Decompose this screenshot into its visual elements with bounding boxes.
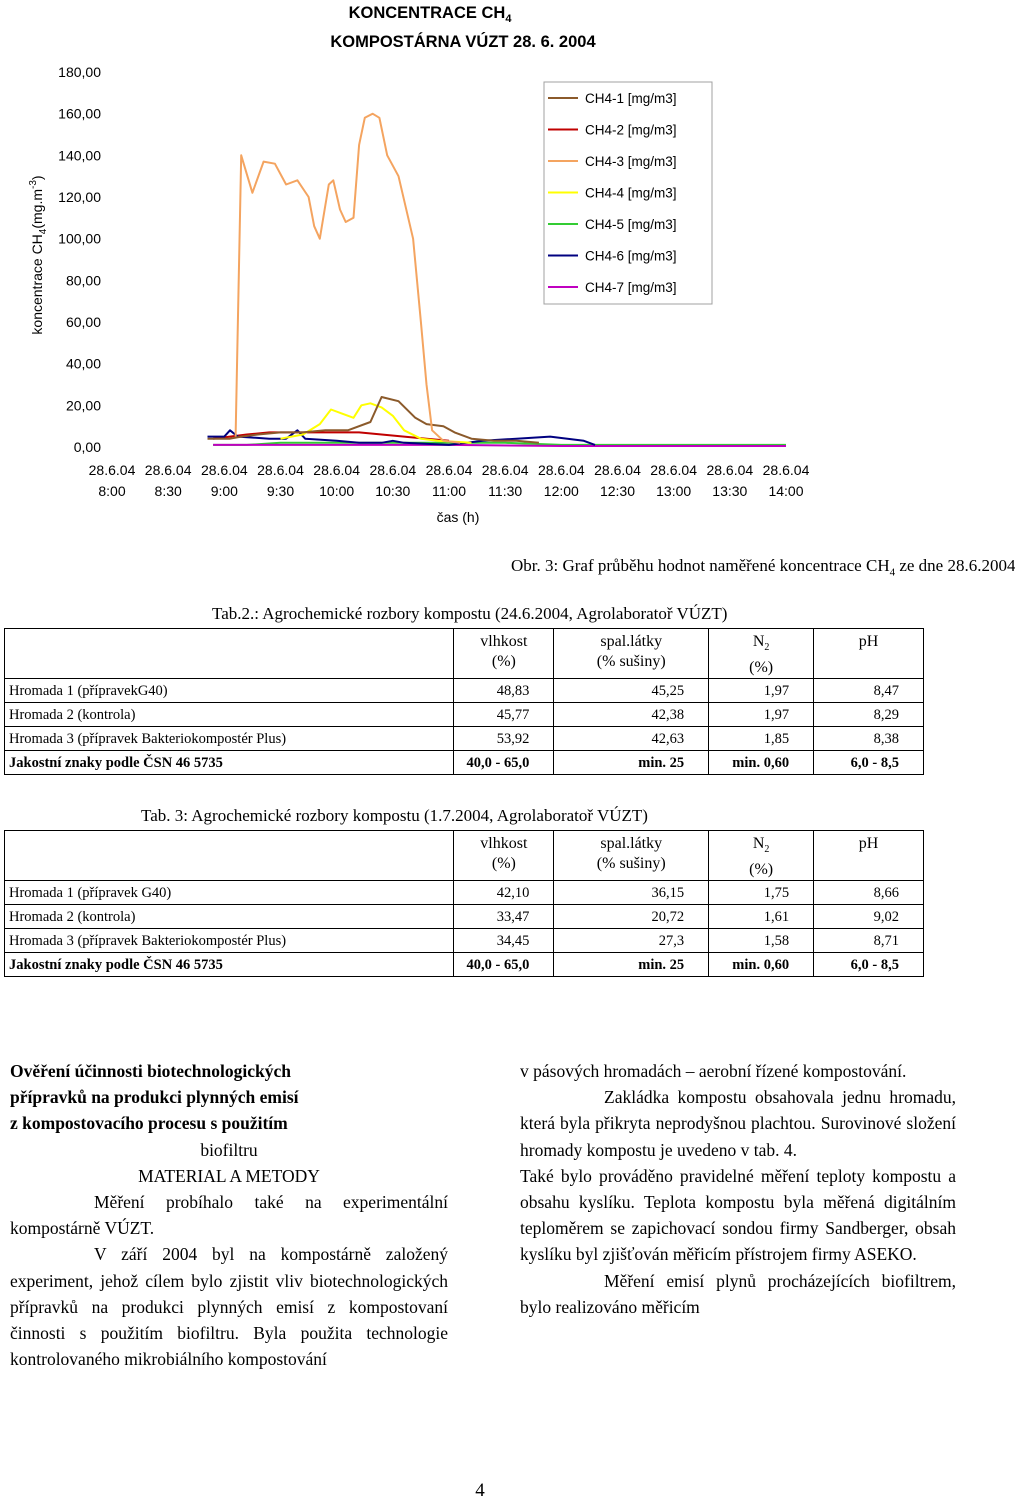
x-tick-time: 8:00 (98, 483, 126, 499)
legend-label: CH4-3 [mg/m3] (585, 154, 677, 169)
legend-label: CH4-6 [mg/m3] (585, 248, 677, 264)
cell-n2: min. 0,60 (709, 953, 814, 977)
cell-vlhkost: 48,83 (454, 679, 554, 703)
row-label: Hromada 3 (přípravek Bakteriokompostér Plus) (5, 727, 454, 751)
y-tick-label: 120,00 (58, 189, 101, 205)
x-tick-time: 10:00 (319, 483, 355, 499)
row-label: Hromada 2 (kontrola) (5, 703, 454, 727)
y-tick-label: 100,00 (58, 230, 101, 247)
x-tick-time: 9:00 (210, 483, 238, 499)
cell-n2: 1,97 (709, 679, 814, 703)
cell-spal: min. 25 (554, 751, 709, 775)
chart-x-axis-label: čas (h) (436, 509, 480, 525)
left-paragraph-1: Měření probíhalo také na experimentální kompostárně VÚZT. (10, 1192, 448, 1239)
cell-ph: 9,02 (814, 905, 924, 929)
y-axis-ticks (58, 64, 101, 455)
x-tick-date: 28.6.04 (706, 462, 754, 478)
table-row (5, 905, 924, 929)
table2-header-ph: pH (814, 629, 924, 679)
row-label: Jakostní znaky podle ČSN 46 5735 (5, 751, 454, 775)
cell-ph: 6,0 - 8,5 (814, 953, 924, 977)
cell-ph: 8,66 (814, 881, 924, 905)
legend-label: CH4-7 [mg/m3] (585, 280, 677, 295)
x-tick-date: 28.6.04 (313, 462, 361, 478)
x-tick-time: 8:30 (154, 483, 182, 499)
section-heading-line4: biofiltru (200, 1139, 258, 1160)
y-tick-label: 140,00 (58, 147, 101, 164)
legend-label: CH4-1 [mg/m3] (585, 91, 677, 106)
cell-vlhkost: 34,45 (454, 929, 554, 953)
cell-vlhkost: 40,0 - 65,0 (454, 953, 554, 977)
right-paragraph-2: Zakládka kompostu obsahovala jednu hromadu, která byla přikryta neprodyšnou plachtou. Surovinové složení hromady kompostu je uvedeno v tab. 4. (520, 1087, 956, 1160)
cell-vlhkost: 53,92 (454, 727, 554, 751)
table3-header-label (5, 831, 454, 881)
table3-caption: Tab. 3: Agrochemické rozbory kompostu (1.7.2004, Agrolaboratoř VÚZT) (141, 806, 648, 825)
cell-ph: 6,0 - 8,5 (814, 751, 924, 775)
right-paragraph-1: v pásových hromadách – aerobní řízené kompostování. (520, 1061, 907, 1081)
table2-header-n2: $N_2$ (%) (709, 629, 814, 679)
legend-label: CH4-5 [mg/m3] (585, 217, 677, 232)
row-label: Hromada 2 (kontrola) (5, 905, 454, 929)
table2-caption: Tab.2.: Agrochemické rozbory kompostu (24.6.2004, Agrolaboratoř VÚZT) (212, 604, 728, 623)
table3-header-vlhkost: vlhkost (%) (454, 831, 554, 881)
x-tick-date: 28.6.04 (594, 462, 641, 478)
section-heading-line2: přípravků na produkci plynných emisí (10, 1087, 299, 1108)
methods-heading: MATERIAL A METODY (138, 1165, 320, 1186)
table-row (5, 703, 924, 727)
cell-ph: 8,38 (814, 727, 924, 751)
right-column (520, 1058, 956, 1320)
cell-spal: 42,63 (554, 727, 709, 751)
chart-legend (544, 82, 712, 304)
series-line-7 (213, 445, 786, 446)
figure-caption: Obr. 3: Graf průběhu hodnot naměřené koncentrace $CH_4$ ze dne 28.6.2004 (511, 556, 1015, 579)
right-paragraph-3: Také bylo prováděno pravidelné měření teploty kompostu a obsahu kyslíku. Teplota kompostu byla měřená digitálním teploměrem se zapichovací sondou firmy Sandberger, obsah kyslíku byl zjišťován měřicím přístrojem firmy ASEKO. (520, 1165, 956, 1265)
section-heading-line1: Ověření účinnosti biotechnologických (10, 1061, 291, 1081)
x-tick-time: 13:30 (712, 483, 748, 499)
row-label: Hromada 1 (přípravekG40) (5, 679, 454, 703)
table2-header-spal: spal.látky (% sušiny) (554, 629, 709, 679)
page-number: 4 (475, 1480, 485, 1501)
y-tick-label: 180,00 (58, 64, 101, 80)
cell-vlhkost: 40,0 - 65,0 (454, 751, 554, 775)
table2-header-label (5, 629, 454, 679)
cell-n2: 1,58 (709, 929, 814, 953)
table3-header (5, 831, 924, 881)
table3-header-n2: $N_2$ (%) (709, 831, 814, 881)
x-tick-date: 28.6.04 (369, 462, 417, 478)
cell-vlhkost: 45,77 (454, 703, 554, 727)
table3 (4, 830, 924, 977)
row-label: Hromada 3 (přípravek Bakteriokompostér Plus) (5, 929, 454, 953)
chart-title-line1: KONCENTRACE $CH_4$ (348, 4, 512, 25)
x-tick-date: 28.6.04 (762, 462, 810, 478)
cell-ph: 8,29 (814, 703, 924, 727)
table2-header-vlhkost: vlhkost (%) (454, 629, 554, 679)
ch4-concentration-chart (0, 0, 960, 530)
cell-n2: 1,61 (709, 905, 814, 929)
x-tick-date: 28.6.04 (88, 462, 136, 478)
y-tick-label: 20,00 (65, 397, 101, 414)
table3-header-spal: spal.látky (% sušiny) (554, 831, 709, 881)
x-tick-time: 13:00 (656, 483, 692, 499)
x-tick-time: 12:00 (543, 483, 579, 499)
table-row (5, 881, 924, 905)
table-row (5, 727, 924, 751)
cell-spal: 20,72 (554, 905, 709, 929)
left-paragraph-2: V září 2004 byl na kompostárně založený experiment, jehož cílem bylo zjistit vliv biotechnologických přípravků na produkci plynných emisí z kompostovaní činnosti s použitím biofiltru. Byla použita technologie kontrolovaného mikrobiálního kompostování (10, 1244, 448, 1370)
cell-spal: 45,25 (554, 679, 709, 703)
x-tick-time: 11:00 (432, 483, 466, 499)
row-label: Hromada 1 (přípravek G40) (5, 881, 454, 905)
x-tick-date: 28.6.04 (481, 462, 529, 478)
cell-n2: 1,97 (709, 703, 814, 727)
y-tick-label: 0,00 (73, 439, 101, 455)
left-column (10, 1058, 448, 1372)
x-tick-time: 9:30 (266, 483, 295, 499)
x-tick-time: 10:30 (375, 483, 411, 499)
x-tick-time: 12:30 (599, 483, 636, 499)
x-tick-date: 28.6.04 (650, 462, 698, 478)
legend-label: CH4-2 [mg/m3] (585, 122, 677, 138)
y-tick-label: 60,00 (65, 314, 101, 330)
table-row (5, 929, 924, 953)
chart-title-line2: KOMPOSTÁRNA VÚZT 28. 6. 2004 (330, 33, 596, 51)
x-tick-date: 28.6.04 (200, 462, 248, 478)
cell-spal: 36,15 (554, 881, 709, 905)
table2 (4, 628, 924, 775)
x-tick-date: 28.6.04 (257, 462, 304, 478)
cell-vlhkost: 42,10 (454, 881, 554, 905)
row-label: Jakostní znaky podle ČSN 46 5735 (5, 953, 454, 977)
x-axis-ticks (89, 462, 810, 499)
cell-spal: 27,3 (554, 929, 709, 953)
quality-row (5, 953, 924, 977)
x-tick-time: 14:00 (768, 483, 804, 499)
x-tick-date: 28.6.04 (537, 462, 585, 478)
table3-header-ph: pH (814, 831, 924, 881)
y-tick-label: 160,00 (58, 105, 101, 122)
table2-header (5, 629, 924, 679)
table-row (5, 679, 924, 703)
cell-n2: min. 0,60 (709, 751, 814, 775)
right-paragraph-4: Měření emisí plynů procházejících biofiltrem, bylo realizováno měřicím (520, 1270, 956, 1317)
cell-ph: 8,71 (814, 929, 924, 953)
cell-spal: 42,38 (554, 703, 709, 727)
chart-y-axis-label: koncentrace $CH_4(mg.m^{-3})$ (28, 175, 49, 335)
series-line-3 (236, 114, 461, 443)
cell-vlhkost: 33,47 (454, 905, 554, 929)
section-heading-line3: z kompostovacího procesu s použitím (10, 1113, 288, 1134)
cell-n2: 1,85 (709, 727, 814, 751)
x-tick-date: 28.6.04 (144, 462, 192, 478)
y-tick-label: 40,00 (65, 355, 101, 372)
cell-spal: min. 25 (554, 953, 709, 977)
x-tick-date: 28.6.04 (425, 462, 473, 478)
x-tick-time: 11:30 (488, 483, 523, 499)
quality-row (5, 751, 924, 775)
cell-ph: 8,47 (814, 679, 924, 703)
cell-n2: 1,75 (709, 881, 814, 905)
legend-label: CH4-4 [mg/m3] (585, 185, 677, 201)
y-tick-label: 80,00 (65, 272, 101, 289)
